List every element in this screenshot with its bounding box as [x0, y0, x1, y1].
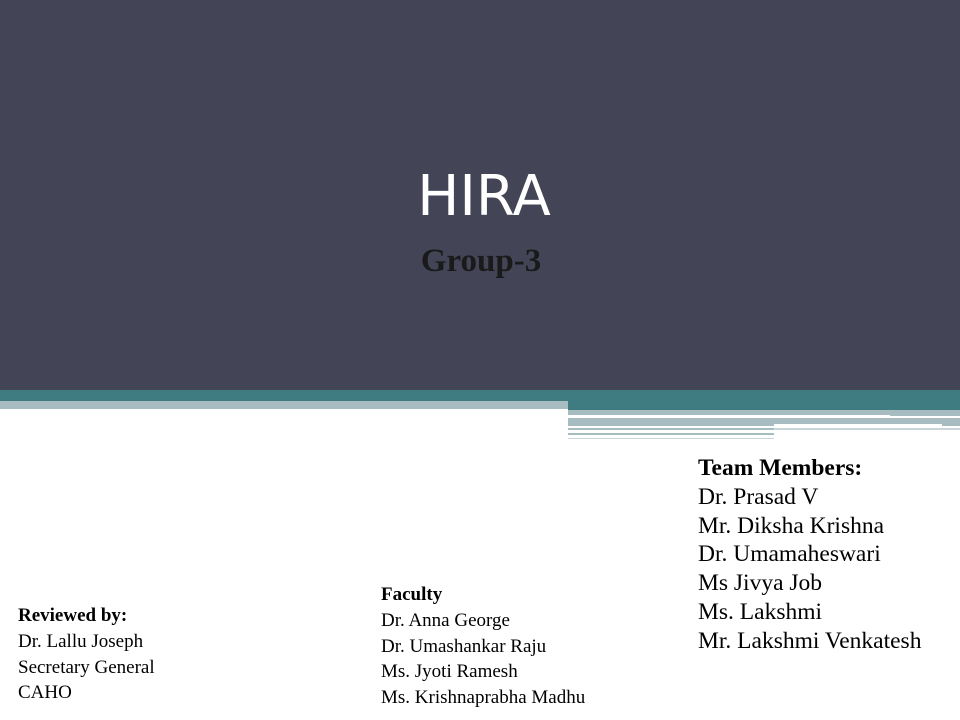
faculty-block: [381, 582, 585, 711]
light-band-left: [0, 401, 568, 409]
thin-line-right-3: [568, 433, 774, 435]
thin-line-right-2: [774, 428, 960, 430]
team-member: Dr. Umamaheswari: [698, 541, 881, 568]
reviewer-organization: CAHO: [18, 682, 72, 704]
team-member: Mr. Lakshmi Venkatesh: [698, 627, 922, 654]
teal-band: [0, 390, 960, 401]
team-members-block: [698, 454, 921, 656]
team-member: Ms. Lakshmi: [698, 598, 823, 625]
team-member: Ms Jivya Job: [698, 570, 823, 597]
teal-band-right: [568, 401, 960, 410]
reviewed-by-heading: Reviewed by:: [18, 605, 128, 626]
faculty-heading: Faculty: [381, 584, 443, 605]
white-gap-line-2: [568, 415, 890, 418]
slide-title: HIRA: [417, 164, 551, 229]
thin-line-right-4: [568, 438, 774, 439]
faculty-member: Ms. Jyoti Ramesh: [381, 661, 518, 683]
team-members-heading: Team Members:: [698, 455, 863, 481]
slide-subtitle: Group-3: [420, 243, 542, 279]
white-gap-line: [774, 424, 942, 427]
team-member: Mr. Diksha Krishna: [698, 512, 885, 539]
faculty-member: Dr. Umashankar Raju: [381, 635, 547, 657]
team-member: Dr. Prasad V: [698, 483, 819, 510]
reviewer-name: Dr. Lallu Joseph: [18, 630, 144, 652]
reviewed-by-block: [18, 603, 155, 706]
reviewer-title: Secretary General: [18, 656, 155, 678]
thin-line-right: [568, 428, 774, 430]
faculty-member: Dr. Anna George: [381, 609, 510, 631]
faculty-member: Ms. Krishnaprabha Madhu: [381, 687, 586, 709]
